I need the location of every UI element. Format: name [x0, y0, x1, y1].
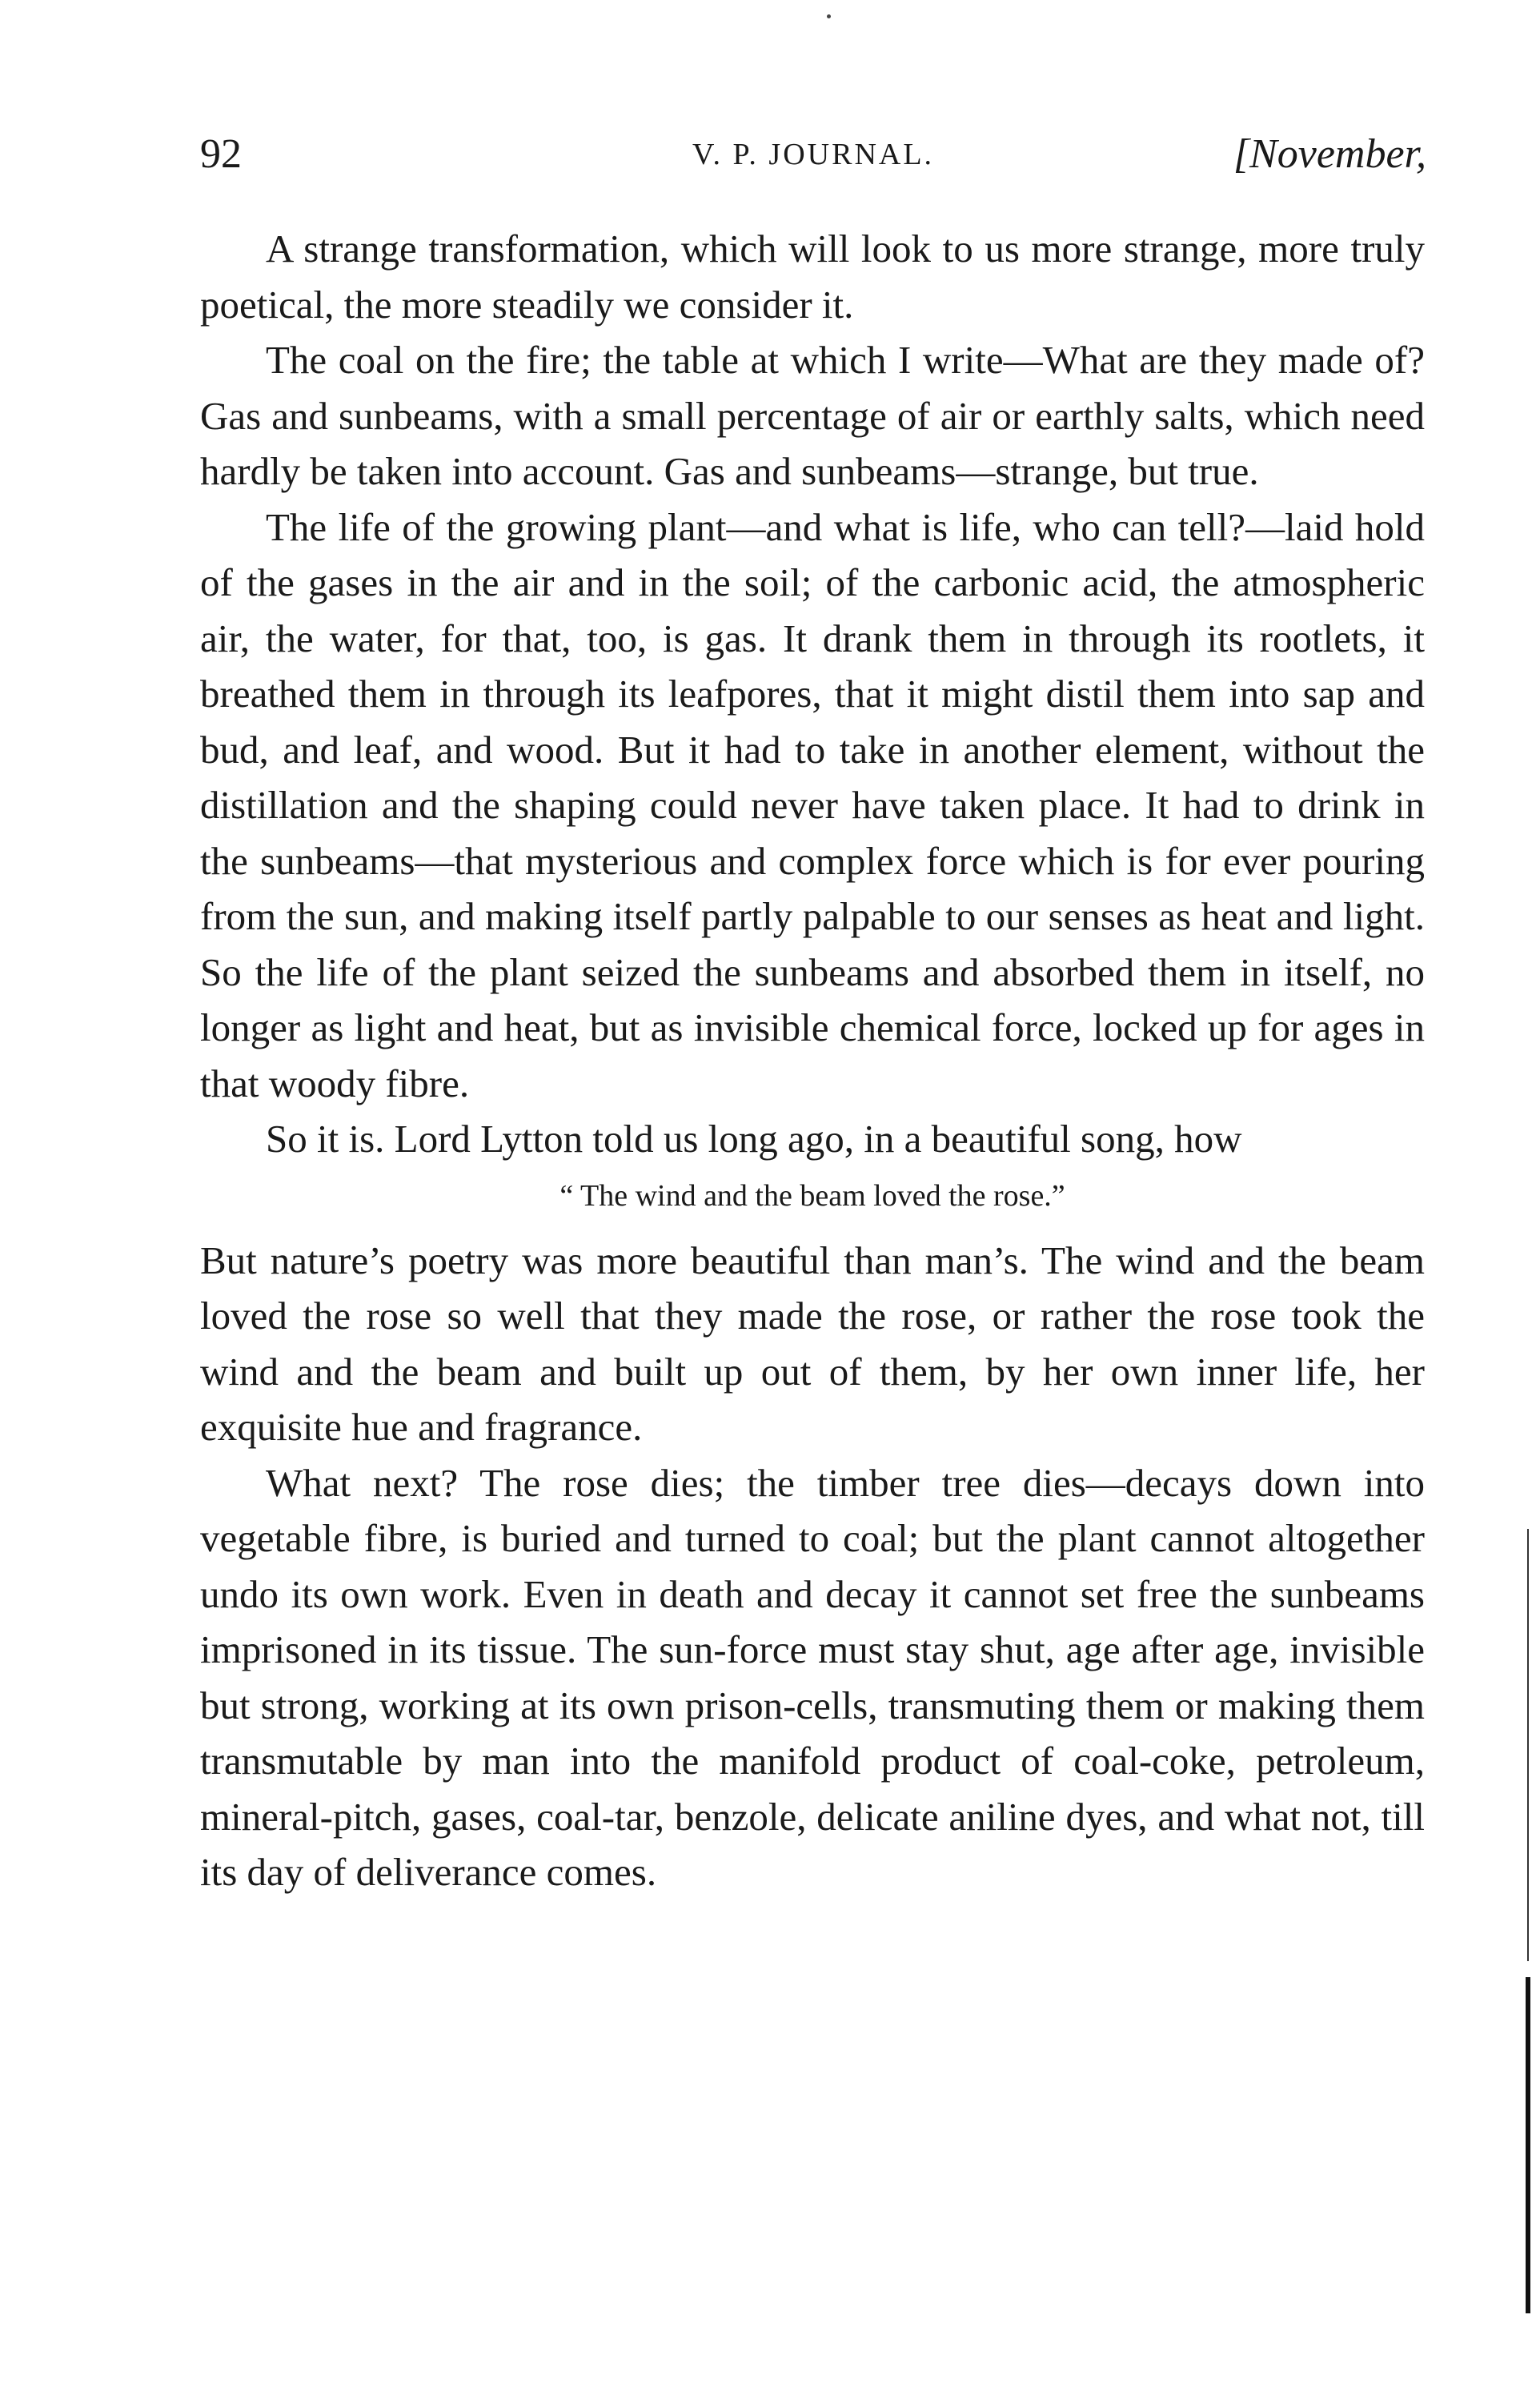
running-header: [200, 126, 1426, 183]
running-month: [November,: [1233, 131, 1426, 177]
article-body: [200, 221, 1425, 1900]
margin-scan-line: [1526, 1977, 1530, 2313]
paragraph: So it is. Lord Lytton told us long ago, in a beautiful song, how: [266, 1117, 1242, 1161]
paragraph: A strange transformation, which will look to us more strange, more truly poetical, the more steadily we consider it.: [200, 227, 1425, 327]
scan-speck: [827, 14, 831, 18]
margin-scan-line: [1527, 1529, 1529, 1961]
verse-quote: “ The wind and the beam loved the rose.”: [559, 1178, 1065, 1213]
paragraph: But nature’s poetry was more beautiful than man’s. The wind and the beam loved the rose so well that they made the rose, or rather the rose took the wind and the beam and built up out of them, by her own inner life, her exquisite hue and fragrance.: [200, 1238, 1425, 1449]
running-title: V. P. JOURNAL.: [692, 138, 935, 171]
paragraph: What next? The rose dies; the timber tree dies—decays down into vegetable fibre, is buried and turned to coal; but the plant cannot altogether undo its own work. Even in death and decay it cannot set free the sunbeams imprisoned in its tissue. The sun-force must stay shut, age after age, invisible but strong, working at its own prison-cells, transmuting them or making them transmutable by man into the manifold product of coal-coke, petroleum, mineral-pitch, gases, coal-tar, benzole, delicate aniline dyes, and what not, till its day of deliverance comes.: [200, 1460, 1425, 1894]
page-number: 92: [200, 131, 242, 177]
paragraph: The life of the growing plant—and what is life, who can tell?—laid hold of the gases in the air and in the soil; of the carbonic acid, the atmospheric air, the water, for that, too, is gas. It drank them in through its rootlets, it breathed them in through its leafpores, that it might distil them into sap and bud, and leaf, and wood. But it had to take in another element, without the distillation and the shaping could never have taken place. It had to drink in the sunbeams—that mysterious and complex force which is for ever pouring from the sun, and making itself partly palpable to our senses as heat and light. So the life of the plant seized the sunbeams and absorbed them in itself, no longer as light and heat, but as invisible chemical force, locked up for ages in that woody fibre.: [200, 504, 1425, 1105]
paragraph: The coal on the fire; the table at which I write—What are they made of? Gas and sunbeams, with a small percentage of air or earthly salts, which need hardly be taken into account. Gas and sunbeams—strange, but true.: [200, 338, 1425, 493]
